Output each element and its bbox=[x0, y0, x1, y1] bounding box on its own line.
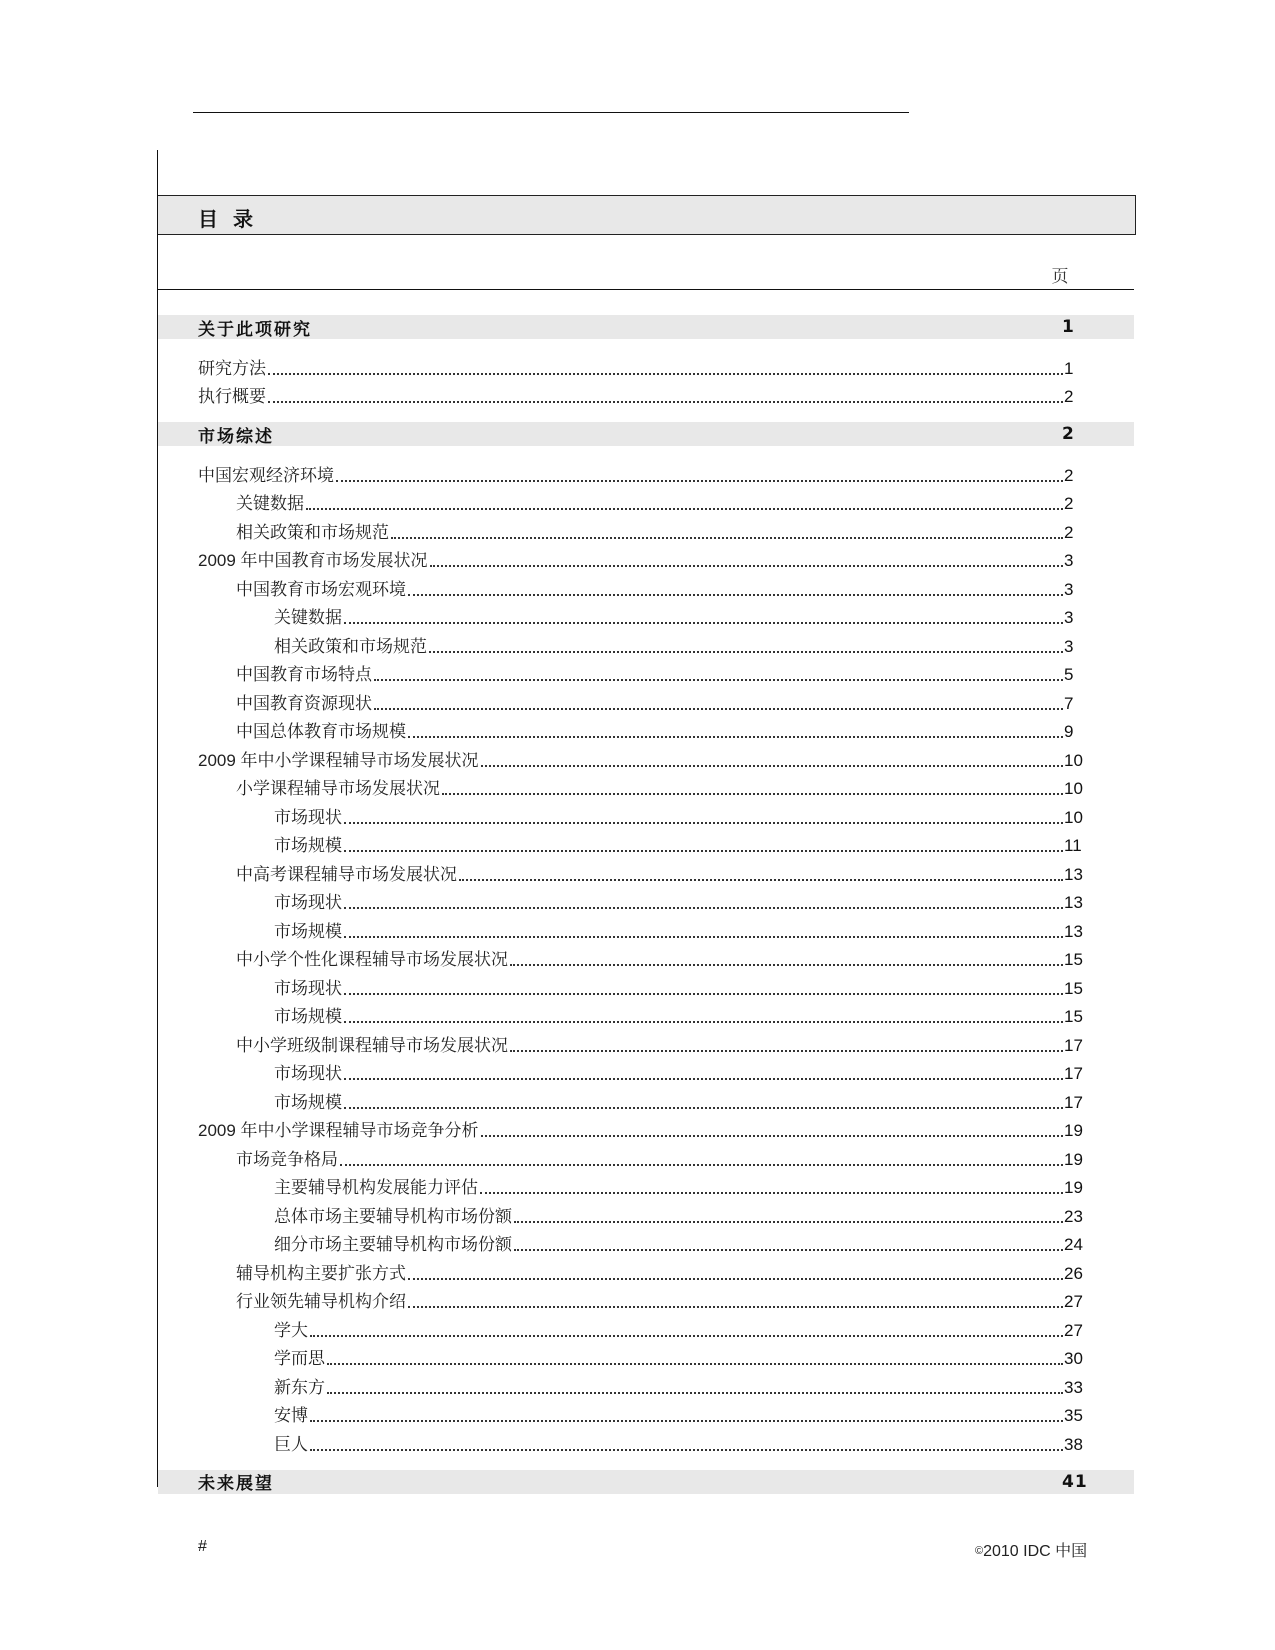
entry-title: 总体市场主要辅导机构市场份额 bbox=[274, 1206, 512, 1227]
toc-entry[interactable] bbox=[158, 1085, 1134, 1114]
section-title: 市场综述 bbox=[198, 426, 274, 447]
dot-leader bbox=[344, 850, 1063, 852]
entry-title: 市场规模 bbox=[274, 836, 342, 856]
dot-leader bbox=[408, 1278, 1063, 1280]
copyright-symbol: © bbox=[975, 1545, 984, 1557]
dot-leader bbox=[344, 1078, 1063, 1080]
entry-page-number: 10 bbox=[1064, 779, 1083, 798]
section-title: 未来展望 bbox=[198, 1474, 274, 1494]
entry-page-number: 13 bbox=[1064, 921, 1083, 941]
dot-leader bbox=[429, 651, 1063, 653]
toc-entry[interactable] bbox=[158, 829, 1134, 858]
toc-entry[interactable] bbox=[158, 572, 1134, 601]
entry-title: 中小学班级制课程辅导市场发展状况 bbox=[236, 1035, 508, 1056]
toc-entry[interactable] bbox=[158, 1399, 1134, 1428]
toc-entry[interactable] bbox=[158, 1285, 1134, 1314]
entry-title: 巨人 bbox=[274, 1434, 308, 1455]
dot-leader bbox=[391, 537, 1063, 539]
toc-entry[interactable] bbox=[158, 686, 1134, 715]
entry-page-number: 3 bbox=[1064, 636, 1074, 656]
toc-entry[interactable] bbox=[158, 658, 1134, 687]
entry-page-number: 17 bbox=[1064, 1035, 1083, 1055]
entry-title: 2009 年中国教育市场发展状况 bbox=[198, 551, 428, 570]
entry-page-number: 13 bbox=[1064, 864, 1083, 884]
entry-title: 市场现状 bbox=[274, 978, 342, 999]
entry-page-number: 30 bbox=[1064, 1349, 1083, 1368]
entry-page-number: 3 bbox=[1064, 608, 1074, 627]
section-title: 关于此项研究 bbox=[198, 319, 312, 340]
dot-leader bbox=[481, 1135, 1063, 1137]
dot-leader bbox=[310, 1449, 1063, 1451]
toc-section-heading[interactable] bbox=[158, 315, 1134, 339]
entry-title: 学大 bbox=[274, 1320, 308, 1341]
toc-entry[interactable] bbox=[158, 380, 1134, 409]
entry-page-number: 15 bbox=[1064, 1007, 1083, 1026]
entry-page-number: 2 bbox=[1064, 522, 1074, 542]
dot-leader bbox=[481, 765, 1063, 767]
toc-entry[interactable] bbox=[158, 715, 1134, 744]
toc-entry[interactable] bbox=[158, 914, 1134, 943]
dot-leader bbox=[374, 679, 1063, 681]
entry-page-number: 10 bbox=[1064, 807, 1083, 827]
dot-leader bbox=[310, 1420, 1063, 1422]
toc-entry[interactable] bbox=[158, 487, 1134, 516]
entry-title: 细分市场主要辅导机构市场份额 bbox=[274, 1235, 512, 1255]
section-page-number: 41 bbox=[1062, 1471, 1088, 1492]
dot-leader bbox=[442, 793, 1063, 795]
entry-page-number: 1 bbox=[1064, 358, 1074, 378]
entry-page-number: 35 bbox=[1064, 1406, 1083, 1425]
toc-entry[interactable] bbox=[158, 1228, 1134, 1257]
toc-entry[interactable] bbox=[158, 1114, 1134, 1143]
dot-leader bbox=[408, 1306, 1063, 1308]
toc-entry[interactable] bbox=[158, 1370, 1134, 1399]
toc-entry[interactable] bbox=[158, 458, 1134, 487]
entry-page-number: 33 bbox=[1064, 1377, 1083, 1397]
entry-page-number: 15 bbox=[1064, 978, 1083, 998]
dot-leader bbox=[327, 1392, 1063, 1394]
entry-page-number: 17 bbox=[1064, 1092, 1083, 1112]
entry-page-number: 2 bbox=[1064, 387, 1074, 406]
toc-entry[interactable] bbox=[158, 544, 1134, 573]
toc-entry[interactable] bbox=[158, 1057, 1134, 1086]
entry-title: 新东方 bbox=[274, 1377, 325, 1398]
entry-title: 中国总体教育市场规模 bbox=[236, 722, 406, 742]
dot-leader bbox=[336, 480, 1063, 482]
page-column-label: 页 bbox=[1051, 267, 1069, 287]
entry-title: 相关政策和市场规范 bbox=[236, 522, 389, 543]
dot-leader bbox=[344, 907, 1063, 909]
entry-title: 关键数据 bbox=[236, 494, 304, 514]
entry-page-number: 17 bbox=[1064, 1064, 1083, 1083]
entry-page-number: 2 bbox=[1064, 494, 1074, 513]
toc-entry[interactable] bbox=[158, 1313, 1134, 1342]
toc-entry[interactable] bbox=[158, 1000, 1134, 1029]
dot-leader bbox=[340, 1164, 1063, 1166]
footer-copyright bbox=[975, 1538, 1087, 1561]
entry-page-number: 38 bbox=[1064, 1434, 1083, 1454]
top-rule bbox=[193, 112, 909, 113]
dot-leader bbox=[344, 993, 1063, 995]
entry-page-number: 7 bbox=[1064, 693, 1074, 713]
toc-section-heading[interactable] bbox=[158, 422, 1134, 446]
entry-title: 中国宏观经济环境 bbox=[198, 465, 334, 486]
entry-page-number: 3 bbox=[1064, 579, 1074, 599]
entry-title: 执行概要 bbox=[198, 387, 266, 407]
dot-leader bbox=[344, 1021, 1063, 1023]
entry-title: 中国教育市场宏观环境 bbox=[236, 579, 406, 600]
toc-section-heading[interactable] bbox=[158, 1470, 1134, 1494]
entry-title: 2009 年中小学课程辅导市场发展状况 bbox=[198, 750, 479, 770]
toc-title-box bbox=[158, 195, 1136, 235]
toc-entry[interactable] bbox=[158, 1171, 1134, 1200]
toc-entry[interactable] bbox=[158, 800, 1134, 829]
toc-entry[interactable] bbox=[158, 743, 1134, 772]
entry-page-number: 24 bbox=[1064, 1235, 1083, 1254]
entry-page-number: 10 bbox=[1064, 750, 1083, 770]
dot-leader bbox=[514, 1249, 1063, 1251]
toc-entry[interactable] bbox=[158, 1199, 1134, 1228]
entry-title: 小学课程辅导市场发展状况 bbox=[236, 779, 440, 799]
entry-page-number: 23 bbox=[1064, 1206, 1083, 1226]
entry-page-number: 19 bbox=[1064, 1121, 1083, 1140]
toc-entry[interactable] bbox=[158, 1142, 1134, 1171]
toc-entry[interactable] bbox=[158, 772, 1134, 801]
dot-leader bbox=[344, 822, 1063, 824]
page-title: 目 录 bbox=[198, 207, 257, 231]
entry-title: 学而思 bbox=[274, 1349, 325, 1369]
entry-page-number: 3 bbox=[1064, 551, 1074, 570]
dot-leader bbox=[344, 622, 1063, 624]
copyright-text: 2010 IDC 中国 bbox=[983, 1543, 1088, 1560]
toc-entry[interactable] bbox=[158, 1427, 1134, 1456]
entry-title: 市场规模 bbox=[274, 1007, 342, 1027]
dot-leader bbox=[510, 964, 1063, 966]
entry-title: 2009 年中小学课程辅导市场竞争分析 bbox=[198, 1121, 479, 1140]
section-page-number: 1 bbox=[1062, 317, 1075, 337]
toc-entry[interactable] bbox=[158, 601, 1134, 630]
dot-leader bbox=[306, 508, 1063, 510]
entry-title: 主要辅导机构发展能力评估 bbox=[274, 1178, 478, 1198]
entry-title: 中高考课程辅导市场发展状况 bbox=[236, 864, 457, 885]
entry-title: 市场现状 bbox=[274, 807, 342, 828]
entry-title: 中国教育市场特点 bbox=[236, 665, 372, 685]
entry-page-number: 11 bbox=[1064, 836, 1082, 855]
entry-title: 相关政策和市场规范 bbox=[274, 636, 427, 657]
dot-leader bbox=[459, 879, 1063, 881]
entry-page-number: 2 bbox=[1064, 465, 1074, 485]
toc-entry[interactable] bbox=[158, 351, 1134, 380]
toc-entry[interactable] bbox=[158, 857, 1134, 886]
header-rule bbox=[158, 289, 1134, 290]
entry-title: 研究方法 bbox=[198, 358, 266, 379]
dot-leader bbox=[430, 565, 1063, 567]
entry-title: 市场竞争格局 bbox=[236, 1149, 338, 1170]
toc-entry[interactable] bbox=[158, 515, 1134, 544]
toc-entry[interactable] bbox=[158, 1028, 1134, 1057]
entry-page-number: 27 bbox=[1064, 1292, 1083, 1311]
entry-title: 安博 bbox=[274, 1406, 308, 1426]
entry-page-number: 9 bbox=[1064, 722, 1074, 741]
toc-entry[interactable] bbox=[158, 1342, 1134, 1371]
entry-title: 关键数据 bbox=[274, 608, 342, 628]
dot-leader bbox=[408, 594, 1063, 596]
dot-leader bbox=[268, 401, 1063, 403]
entry-title: 市场现状 bbox=[274, 893, 342, 913]
toc-entry[interactable] bbox=[158, 971, 1134, 1000]
dot-leader bbox=[510, 1050, 1063, 1052]
toc-entry[interactable] bbox=[158, 886, 1134, 915]
entry-page-number: 27 bbox=[1064, 1320, 1083, 1340]
dot-leader bbox=[408, 736, 1063, 738]
entry-page-number: 26 bbox=[1064, 1263, 1083, 1283]
dot-leader bbox=[327, 1363, 1063, 1365]
toc-entry[interactable] bbox=[158, 943, 1134, 972]
dot-leader bbox=[310, 1335, 1063, 1337]
entry-title: 市场规模 bbox=[274, 921, 342, 942]
entry-title: 行业领先辅导机构介绍 bbox=[236, 1292, 406, 1312]
footer-page-marker: # bbox=[198, 1538, 207, 1555]
dot-leader bbox=[480, 1192, 1063, 1194]
entry-page-number: 19 bbox=[1064, 1149, 1083, 1169]
dot-leader bbox=[374, 708, 1063, 710]
dot-leader bbox=[344, 936, 1063, 938]
entry-title: 中国教育资源现状 bbox=[236, 693, 372, 714]
entry-page-number: 13 bbox=[1064, 893, 1083, 912]
entry-title: 中小学个性化课程辅导市场发展状况 bbox=[236, 950, 508, 970]
entry-title: 市场规模 bbox=[274, 1092, 342, 1113]
section-page-number: 2 bbox=[1062, 424, 1075, 444]
table-of-contents bbox=[158, 315, 1134, 1506]
entry-page-number: 5 bbox=[1064, 665, 1074, 684]
dot-leader bbox=[514, 1221, 1063, 1223]
entry-page-number: 19 bbox=[1064, 1178, 1083, 1197]
entry-title: 辅导机构主要扩张方式 bbox=[236, 1263, 406, 1284]
toc-entry[interactable] bbox=[158, 1256, 1134, 1285]
toc-entry[interactable] bbox=[158, 629, 1134, 658]
entry-title: 市场现状 bbox=[274, 1064, 342, 1084]
dot-leader bbox=[344, 1107, 1063, 1109]
entry-page-number: 15 bbox=[1064, 950, 1083, 969]
dot-leader bbox=[268, 373, 1063, 375]
